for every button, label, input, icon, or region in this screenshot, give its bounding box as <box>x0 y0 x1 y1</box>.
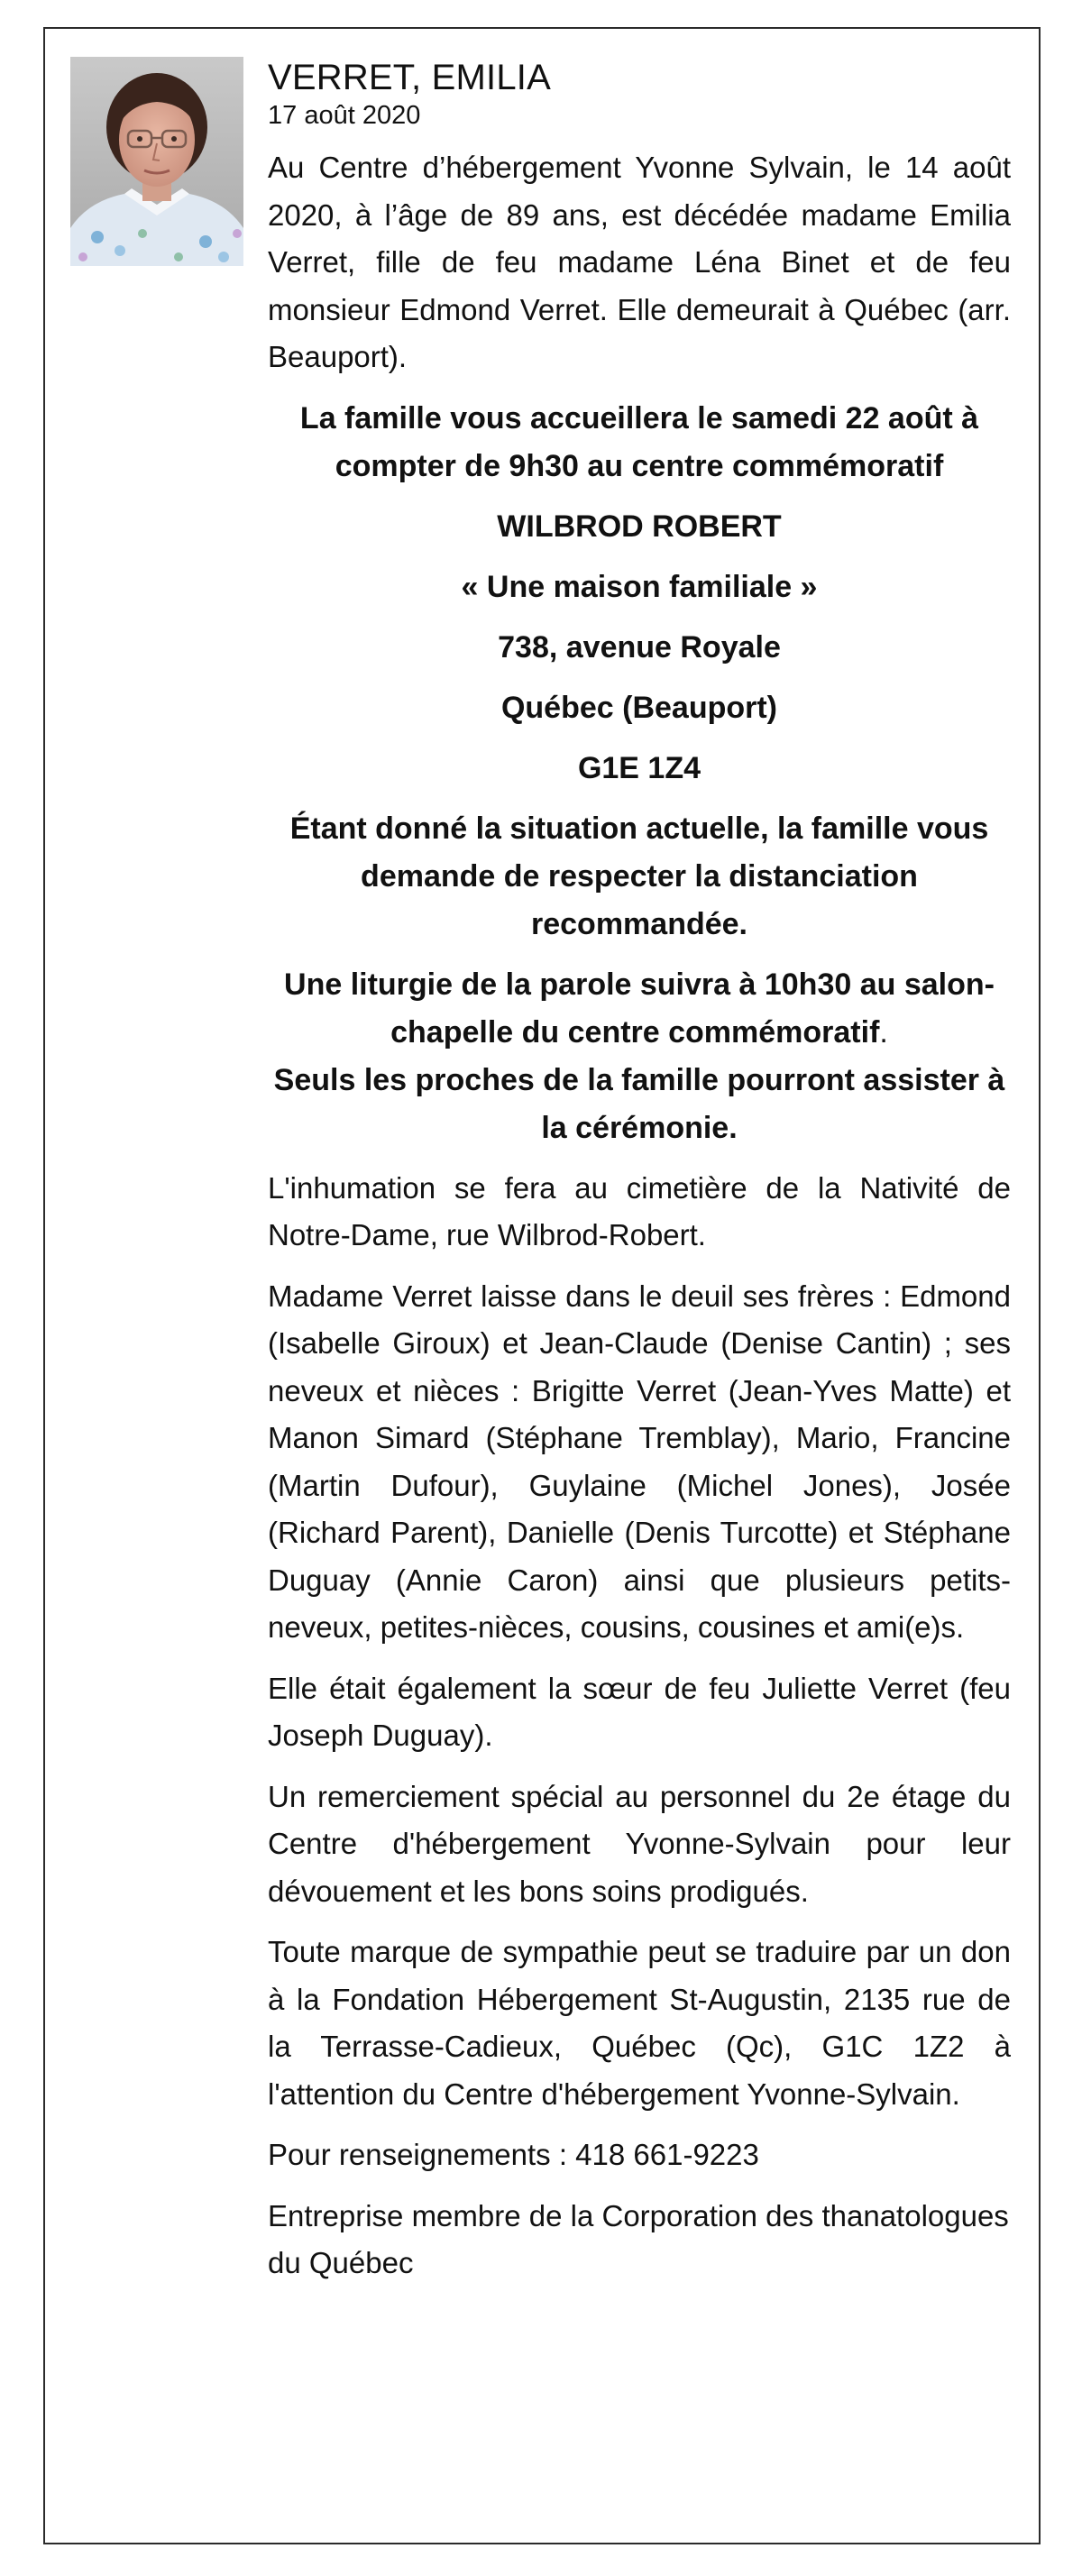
portrait-icon <box>70 57 243 266</box>
liturgy-text: Une liturgie de la parole suivra à 10h30 au salon-chapelle du centre commémoratif <box>284 967 995 1050</box>
venue-street: 738, avenue Royale <box>498 629 781 665</box>
portrait-photo <box>70 57 243 266</box>
info-paragraph: Pour renseignements : 418 661-9223 <box>268 2138 759 2171</box>
venue-postal: G1E 1Z4 <box>577 750 701 785</box>
liturgy-notice <box>268 961 1011 1152</box>
burial-paragraph: L'inhumation se fera au cimetière de la Nativité de Notre-Dame, rue Wilbrod-Robert. <box>268 1170 1011 1251</box>
liturgy-period: . <box>879 1014 888 1050</box>
visitation-paragraph: La famille vous accueillera le samedi 22 août à compter de 9h30 au centre commémoratif <box>299 400 979 483</box>
venue-city: Québec (Beauport) <box>500 690 778 725</box>
member-paragraph: Entreprise membre de la Corporation des thanatologues du Québec <box>268 2198 1009 2279</box>
sister-paragraph: Elle était également la sœur de feu Juliette Verret (feu Joseph Duguay). <box>268 1671 1011 1752</box>
thanks-paragraph: Un remerciement spécial au personnel du 2e étage du Centre d'hébergement Yvonne-Sylvain pour leur dévouement et les bons soins prodigués. <box>268 1779 1011 1908</box>
venue-name: WILBROD ROBERT <box>497 509 782 544</box>
obituary-content <box>268 56 1011 2301</box>
publication-date: 17 août 2020 <box>268 101 421 130</box>
donation-paragraph: Toute marque de sympathie peut se traduire par un don à la Fondation Hébergement St-Augustin, 2135 rue de la Terrasse-Cadieux, Québec (Qc), G1C 1Z2 à l'attention du Centre d'hébergement Yvonne-Sylvain. <box>268 1935 1011 2111</box>
distancing-notice: Étant donné la situation actuelle, la famille vous demande de respecter la distanciation recommandée. <box>289 811 989 941</box>
intro-paragraph: Au Centre d’hébergement Yvonne Sylvain, le 14 août 2020, à l’âge de 89 ans, est décédée madame Emilia Verret, fille de feu madame Léna Binet et de feu monsieur Edmond Verret. Elle demeurait à Québec (arr. Beauport). <box>268 151 1011 373</box>
family-only-text: Seuls les proches de la famille pourront assister à la cérémonie. <box>273 1062 1005 1145</box>
deceased-name: VERRET, EMILIA <box>268 58 551 97</box>
survivors-paragraph: Madame Verret laisse dans le deuil ses frères : Edmond (Isabelle Giroux) et Jean-Claude (Denise Cantin) ; ses neveux et nièces : Brigitte Verret (Jean-Yves Matte) et Manon Simard (Stéphane Tremblay), Mario, Francine (Martin Dufour), Guylaine (Michel Jones), Josée (Richard Parent), Danielle (Denis Turcotte) et Stéphane Duguay (Annie Caron) ainsi que plusieurs petits-neveux, petites-nièces, cousins, cousines et ami(e)s. <box>268 1279 1011 1644</box>
venue-tagline: « Une maison familiale » <box>461 569 818 604</box>
